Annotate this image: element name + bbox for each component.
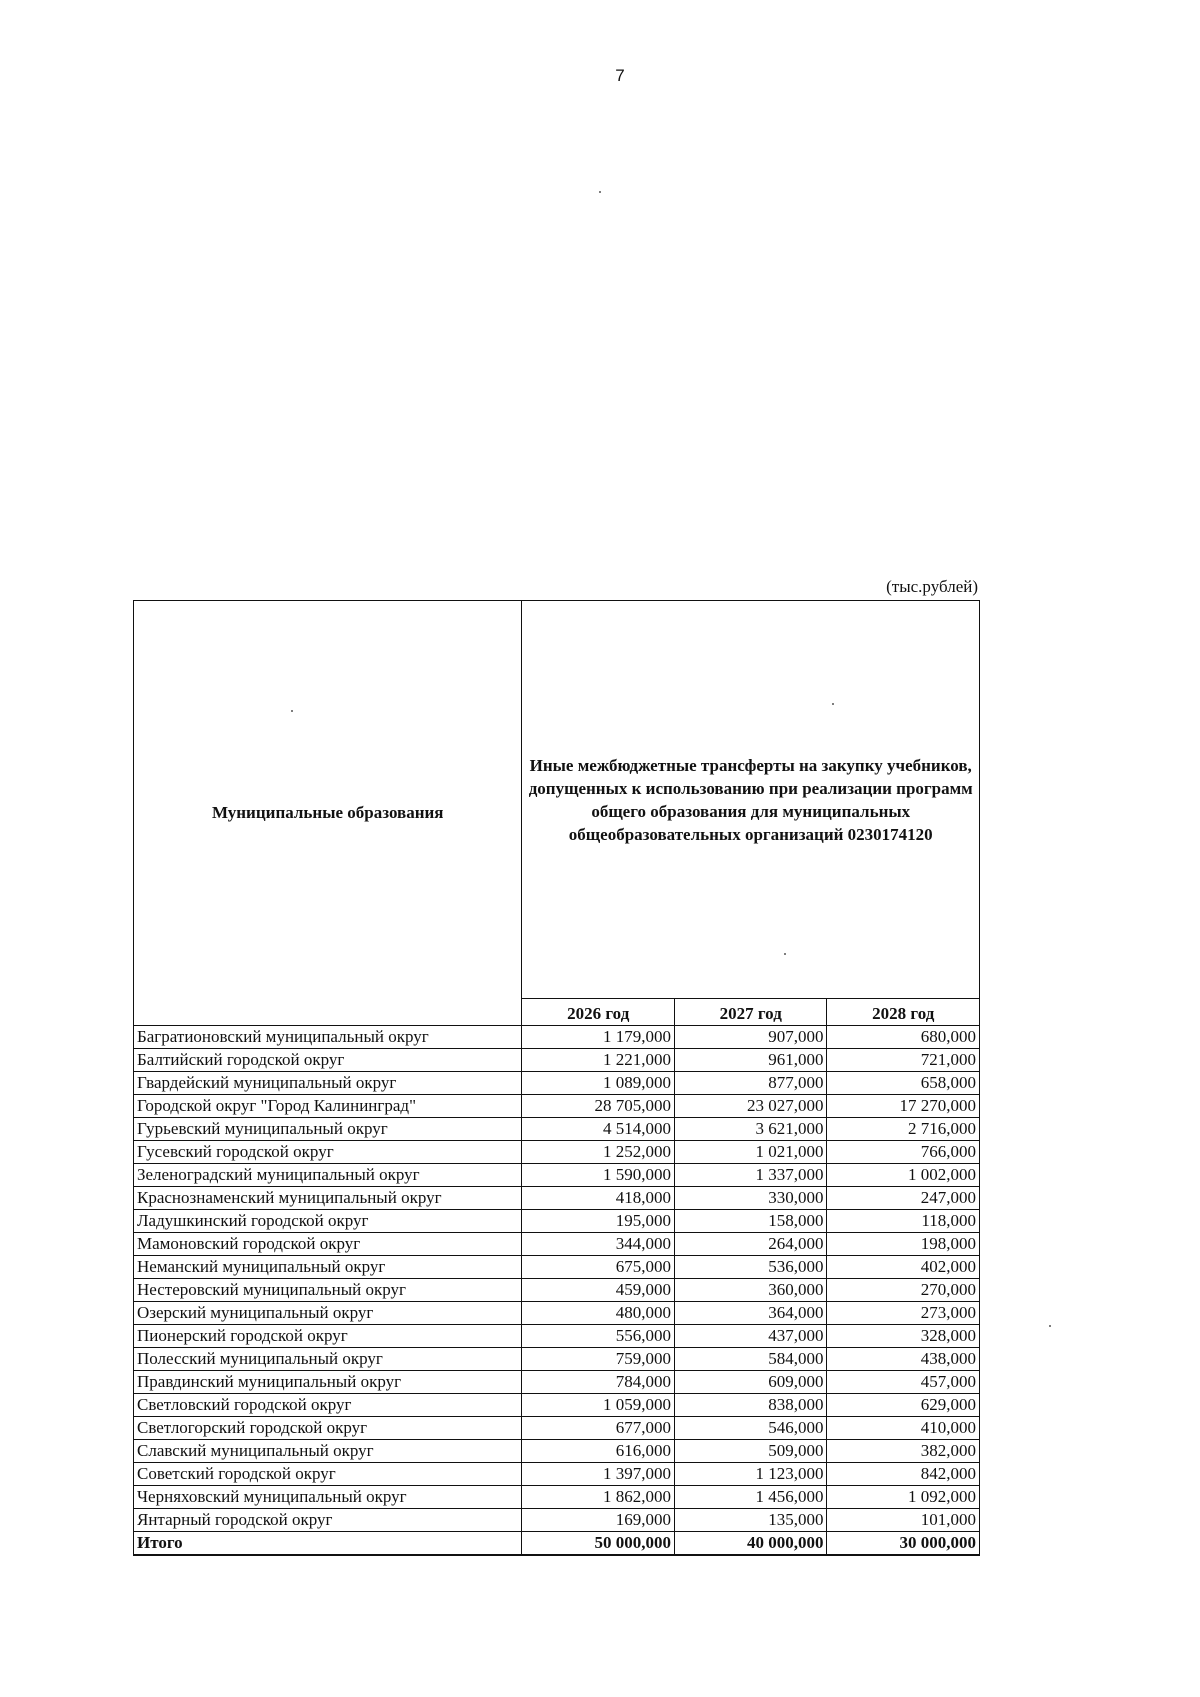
value-2028: 842,000 [827, 1463, 980, 1486]
value-2026: 677,000 [522, 1417, 675, 1440]
table-row [134, 1233, 980, 1256]
value-2026: 4 514,000 [522, 1118, 675, 1141]
value-2027: 264,000 [674, 1233, 827, 1256]
value-2027: 877,000 [674, 1072, 827, 1095]
municipality-name: Пионерский городской округ [134, 1325, 522, 1348]
value-2028: 1 002,000 [827, 1164, 980, 1187]
value-2028: 101,000 [827, 1509, 980, 1532]
value-2027: 584,000 [674, 1348, 827, 1371]
municipality-name: Светловский городской округ [134, 1394, 522, 1417]
value-2028: 382,000 [827, 1440, 980, 1463]
table-row [134, 1210, 980, 1233]
value-2028: 680,000 [827, 1026, 980, 1049]
transfers-table-wrap [133, 600, 980, 1556]
table-row [134, 1371, 980, 1394]
value-2028: 270,000 [827, 1279, 980, 1302]
year-header-2026: 2026 год [522, 999, 675, 1026]
value-2027: 135,000 [674, 1509, 827, 1532]
year-header-2027: 2027 год [674, 999, 827, 1026]
header-transfer-description: Иные межбюджетные трансферты на закупку учебников, допущенных к использованию при реализации программ общего образования для муниципальных общеобразовательных организаций 0230174120 [522, 601, 980, 999]
value-2028: 2 716,000 [827, 1118, 980, 1141]
value-2028: 438,000 [827, 1348, 980, 1371]
municipality-name: Городской округ "Город Калининград" [134, 1095, 522, 1118]
table-row [134, 1302, 980, 1325]
value-2027: 437,000 [674, 1325, 827, 1348]
municipality-name: Неманский муниципальный округ [134, 1256, 522, 1279]
value-2028: 402,000 [827, 1256, 980, 1279]
year-header-2028: 2028 год [827, 999, 980, 1026]
table-row [134, 1348, 980, 1371]
value-2028: 410,000 [827, 1417, 980, 1440]
table-row [134, 1026, 980, 1049]
total-2027: 40 000,000 [674, 1532, 827, 1556]
municipality-name: Озерский муниципальный округ [134, 1302, 522, 1325]
municipality-name: Балтийский городской округ [134, 1049, 522, 1072]
table-row [134, 1486, 980, 1509]
value-2028: 17 270,000 [827, 1095, 980, 1118]
value-2026: 784,000 [522, 1371, 675, 1394]
value-2028: 198,000 [827, 1233, 980, 1256]
header-municipal: Муниципальные образования [134, 601, 522, 1026]
value-2026: 1 221,000 [522, 1049, 675, 1072]
value-2026: 480,000 [522, 1302, 675, 1325]
value-2027: 536,000 [674, 1256, 827, 1279]
municipality-name: Полесский муниципальный округ [134, 1348, 522, 1371]
value-2026: 616,000 [522, 1440, 675, 1463]
table-row [134, 1394, 980, 1417]
value-2027: 3 621,000 [674, 1118, 827, 1141]
value-2026: 1 252,000 [522, 1141, 675, 1164]
table-row [134, 1440, 980, 1463]
value-2027: 609,000 [674, 1371, 827, 1394]
value-2027: 1 123,000 [674, 1463, 827, 1486]
units-label: (тыс.рублей) [886, 577, 978, 596]
value-2028: 273,000 [827, 1302, 980, 1325]
table-row [134, 1325, 980, 1348]
value-2027: 838,000 [674, 1394, 827, 1417]
municipality-name: Гусевский городской округ [134, 1141, 522, 1164]
table-row [134, 1118, 980, 1141]
value-2026: 675,000 [522, 1256, 675, 1279]
municipality-name: Гвардейский муниципальный округ [134, 1072, 522, 1095]
value-2026: 1 179,000 [522, 1026, 675, 1049]
table-row [134, 1256, 980, 1279]
value-2026: 556,000 [522, 1325, 675, 1348]
table-row [134, 1187, 980, 1210]
value-2027: 330,000 [674, 1187, 827, 1210]
table-row [134, 1141, 980, 1164]
value-2028: 629,000 [827, 1394, 980, 1417]
value-2027: 546,000 [674, 1417, 827, 1440]
value-2028: 658,000 [827, 1072, 980, 1095]
municipality-name: Зеленоградский муниципальный округ [134, 1164, 522, 1187]
value-2027: 509,000 [674, 1440, 827, 1463]
table-body [134, 1026, 980, 1556]
municipality-name: Янтарный городской округ [134, 1509, 522, 1532]
table-row [134, 1279, 980, 1302]
total-row [134, 1532, 980, 1556]
value-2026: 759,000 [522, 1348, 675, 1371]
page-number: 7 [615, 66, 625, 85]
total-2028: 30 000,000 [827, 1532, 980, 1556]
value-2026: 1 059,000 [522, 1394, 675, 1417]
municipality-name: Багратионовский муниципальный округ [134, 1026, 522, 1049]
value-2027: 158,000 [674, 1210, 827, 1233]
value-2027: 1 337,000 [674, 1164, 827, 1187]
total-label: Итого [134, 1532, 522, 1556]
scan-speck [1049, 1325, 1051, 1327]
value-2026: 195,000 [522, 1210, 675, 1233]
value-2027: 23 027,000 [674, 1095, 827, 1118]
value-2026: 169,000 [522, 1509, 675, 1532]
value-2028: 118,000 [827, 1210, 980, 1233]
scan-speck [599, 191, 601, 193]
value-2026: 1 862,000 [522, 1486, 675, 1509]
table-row [134, 1463, 980, 1486]
value-2027: 360,000 [674, 1279, 827, 1302]
municipality-name: Советский городской округ [134, 1463, 522, 1486]
transfers-table [133, 600, 980, 1556]
value-2027: 961,000 [674, 1049, 827, 1072]
table-row [134, 1509, 980, 1532]
municipality-name: Мамоновский городской округ [134, 1233, 522, 1256]
value-2028: 457,000 [827, 1371, 980, 1394]
value-2028: 766,000 [827, 1141, 980, 1164]
municipality-name: Краснознаменский муниципальный округ [134, 1187, 522, 1210]
table-row [134, 1049, 980, 1072]
municipality-name: Светлогорский городской округ [134, 1417, 522, 1440]
value-2028: 1 092,000 [827, 1486, 980, 1509]
municipality-name: Черняховский муниципальный округ [134, 1486, 522, 1509]
value-2026: 1 590,000 [522, 1164, 675, 1187]
value-2026: 459,000 [522, 1279, 675, 1302]
value-2027: 364,000 [674, 1302, 827, 1325]
municipality-name: Правдинский муниципальный округ [134, 1371, 522, 1394]
value-2027: 1 021,000 [674, 1141, 827, 1164]
value-2026: 418,000 [522, 1187, 675, 1210]
municipality-name: Нестеровский муниципальный округ [134, 1279, 522, 1302]
value-2026: 1 089,000 [522, 1072, 675, 1095]
value-2026: 1 397,000 [522, 1463, 675, 1486]
value-2028: 247,000 [827, 1187, 980, 1210]
municipality-name: Славский муниципальный округ [134, 1440, 522, 1463]
table-row [134, 1095, 980, 1118]
total-2026: 50 000,000 [522, 1532, 675, 1556]
value-2027: 907,000 [674, 1026, 827, 1049]
value-2026: 344,000 [522, 1233, 675, 1256]
municipality-name: Гурьевский муниципальный округ [134, 1118, 522, 1141]
value-2028: 721,000 [827, 1049, 980, 1072]
value-2027: 1 456,000 [674, 1486, 827, 1509]
table-row [134, 1417, 980, 1440]
value-2026: 28 705,000 [522, 1095, 675, 1118]
municipality-name: Ладушкинский городской округ [134, 1210, 522, 1233]
value-2028: 328,000 [827, 1325, 980, 1348]
table-row [134, 1164, 980, 1187]
table-row [134, 1072, 980, 1095]
